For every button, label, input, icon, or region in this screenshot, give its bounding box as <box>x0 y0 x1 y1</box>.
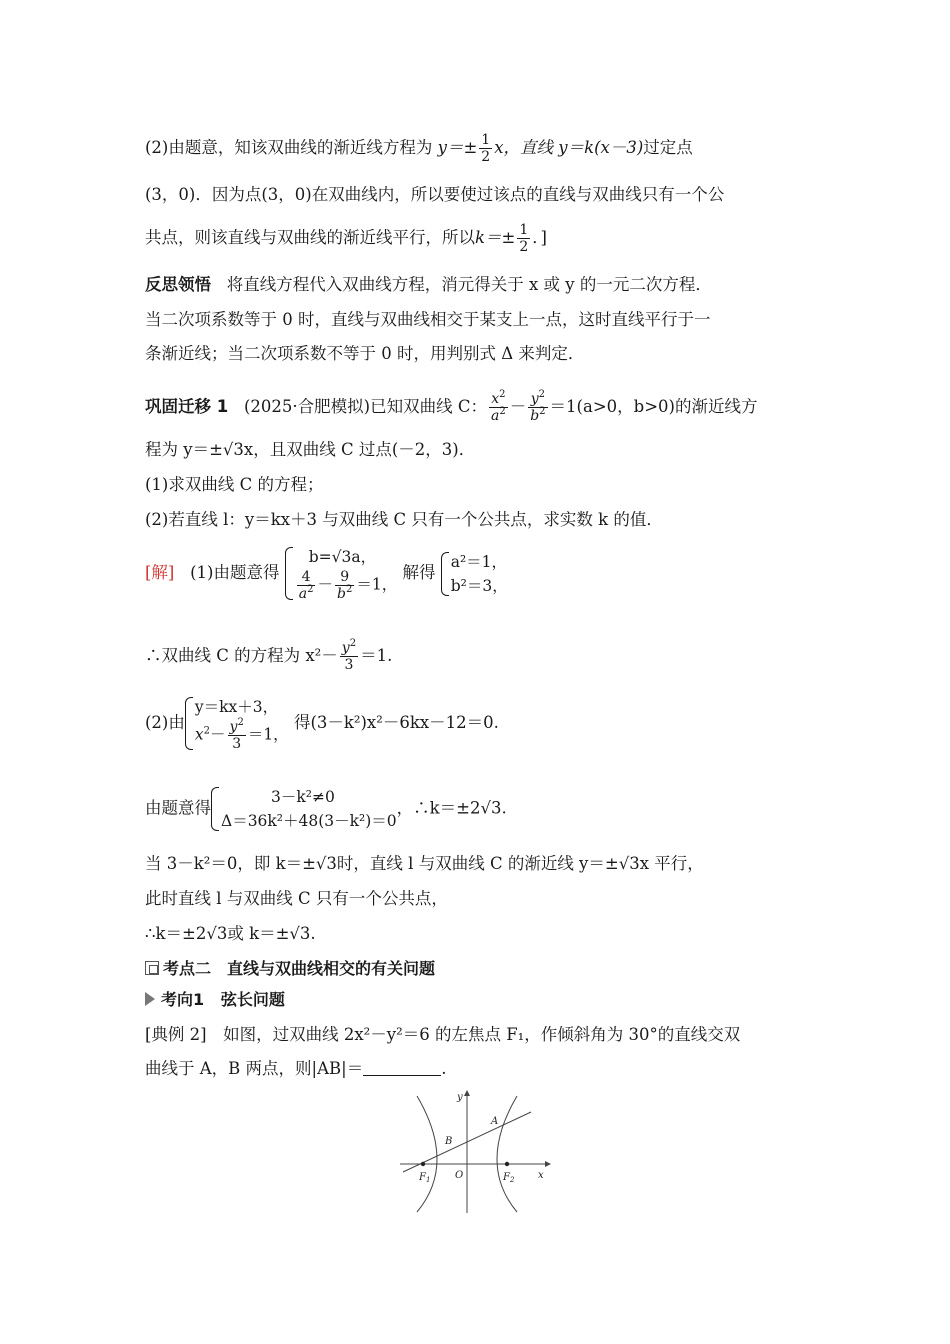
question-2: (2)若直线 l：y＝kx＋3 与双曲线 C 只有一个公共点，求实数 k 的值． <box>145 510 663 529</box>
solution-part-3: 由题意得 3－k²≠0 Δ＝36k²＋48(3－k²)＝0 ，∴k＝±2√3. <box>145 785 507 833</box>
conclusion-1: ∴双曲线 C 的方程为 x²－ $\frac{y^2}{3}$ ＝1. <box>145 638 393 673</box>
fraction-half: $\frac{1}{2}$ <box>519 222 529 255</box>
example-line-2: 曲线于 A，B 两点，则|AB|＝ . <box>145 1059 447 1078</box>
reflection-title: 反思领悟 <box>145 275 211 294</box>
point-b-label: B <box>445 1136 453 1147</box>
solution-line-2: (3，0)．因为点(3，0)在双曲线内，所以要使过该点的直线与双曲线只有一个公 <box>145 185 725 204</box>
focus-f2 <box>505 1162 509 1166</box>
example-line-1: [典例 2] 如图，过双曲线 2x²－y²＝6 的左焦点 F₁，作倾斜角为 30°的直线交双 <box>145 1025 741 1044</box>
consolidate-line-1: 巩固迁移 1 (2025·合肥模拟)已知双曲线 C： $\frac{x^2}{a^2}$ － $\frac{y^2}{b^2}$ ＝1(a>0，b>0)的渐近线方 <box>145 389 758 424</box>
solution-line-1: (2)由题意，知该双曲线的渐近线方程为 y＝± $\frac{1}{2}$ x，直线 y＝k(x－3)过定点 <box>145 132 693 165</box>
solution-line-4: 当 3－k²＝0，即 k＝±√3时，直线 l 与双曲线 C 的渐近线 y＝±√3x 平行， <box>145 854 704 873</box>
fraction-half: $\frac{1}{2}$ <box>481 132 491 165</box>
f2-label: $F_2$ <box>503 1172 515 1184</box>
focus-f1 <box>421 1162 425 1166</box>
origin-label: O <box>455 1170 464 1181</box>
solution-line-6: ∴k＝±2√3或 k＝±√3. <box>145 924 316 943</box>
consolidate-title: 巩固迁移 1 <box>145 397 229 416</box>
triangle-icon <box>145 992 155 1006</box>
solution-tag: [解] <box>145 563 175 582</box>
solution-part-1: [解] (1)由题意得 b=√3a， $\frac{4}{a^2}$ － $\frac{9}{b^2}$ ＝1， 解得 a²＝1， b²＝3， <box>145 545 508 602</box>
reflection-line-2: 当二次项系数等于 0 时，直线与双曲线相交于某支上一点，这时直线平行于一 <box>145 310 711 329</box>
hyperbola-figure <box>395 1088 555 1218</box>
direction-heading: 考向1 弦长问题 <box>145 990 285 1010</box>
solution-line-3: 共点，则该直线与双曲线的渐近线平行，所以k＝± $\frac{1}{2}$ ．] <box>145 222 547 255</box>
reflection-line-1: 反思领悟 将直线方程代入双曲线方程，消元得关于 x 或 y 的一元二次方程． <box>145 275 712 294</box>
x-axis-label: x <box>538 1170 544 1181</box>
section-heading: 考点二 直线与双曲线相交的有关问题 <box>145 959 435 979</box>
section-icon <box>145 961 159 975</box>
equation-system-1: b=√3a， $\frac{4}{a^2}$ － $\frac{9}{b^2}$ ＝1， <box>285 545 397 602</box>
solution-line-5: 此时直线 l 与双曲线 C 只有一个公共点， <box>145 889 448 908</box>
consolidate-line-2: 程为 y＝±√3x，且双曲线 C 过点(－2，3)． <box>145 440 476 459</box>
reflection-line-3: 条渐近线；当二次项系数不等于 0 时，用判别式 Δ 来判定． <box>145 344 585 363</box>
point-a-label: A <box>491 1116 499 1127</box>
answer-blank[interactable] <box>363 1061 441 1076</box>
left-branch <box>417 1096 437 1212</box>
equation-system-2: a²＝1， b²＝3， <box>441 550 508 598</box>
question-1: (1)求双曲线 C 的方程； <box>145 475 324 494</box>
y-axis-label: y <box>457 1092 463 1103</box>
right-branch <box>497 1096 517 1212</box>
equation-system-3: y＝kx＋3， $x^2-$ $\frac{y^2}{3}$ ＝1， <box>185 695 289 752</box>
f1-label: $F_1$ <box>419 1172 431 1184</box>
equation-system-4: 3－k²≠0 Δ＝36k²＋48(3－k²)＝0 <box>211 785 397 833</box>
solution-part-2: (2)由 y＝kx＋3， $x^2-$ $\frac{y^2}{3}$ ＝1， 得(3－k²)x²－6kx－12＝0. <box>145 695 499 752</box>
